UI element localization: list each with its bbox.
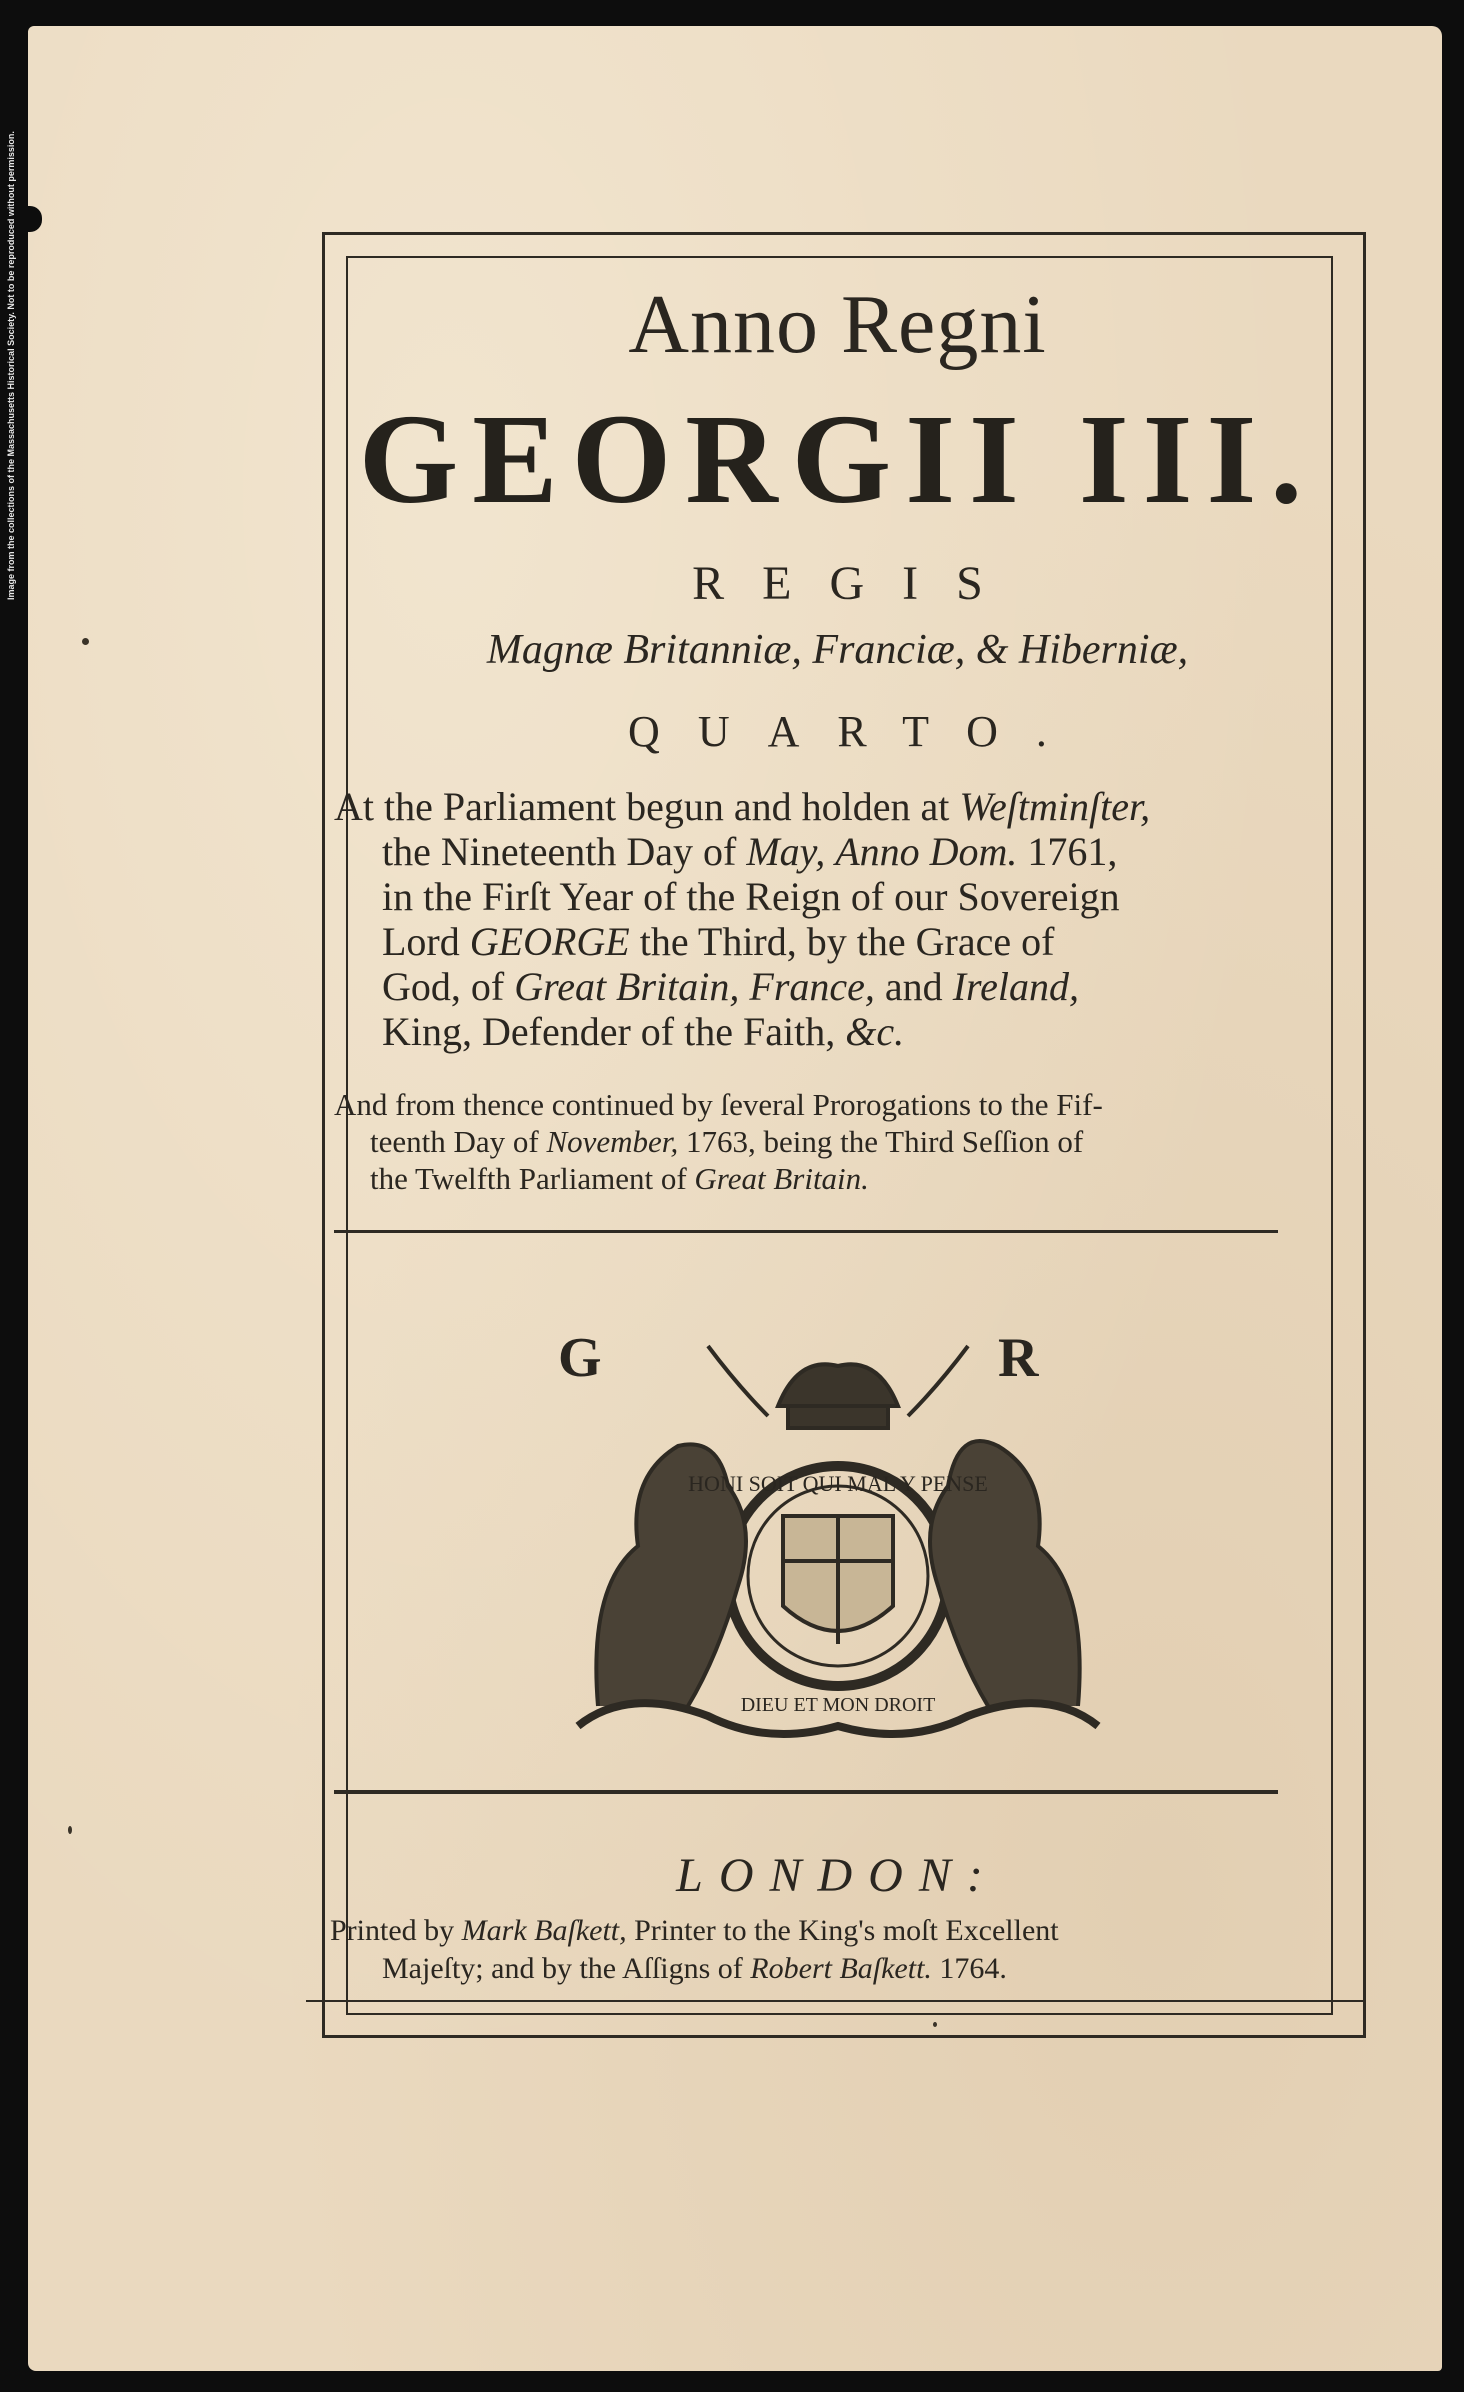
foxing-spot xyxy=(82,638,89,645)
parliament-line-1: At the Parliament begun and holden at Weſtminſter, xyxy=(334,784,1151,829)
royal-coat-of-arms xyxy=(568,1326,1108,1746)
imprint-line-1: Printed by Mark Baſkett, Printer to the King's moſt Excellent xyxy=(330,1914,1059,1947)
parliament-line-6: King, Defender of the Faith, &c. xyxy=(382,1009,905,1054)
parliament-line-3: in the Firſt Year of the Reign of our Sovereign xyxy=(382,874,1120,919)
parliament-line-5: God, of Great Britain, France, and Ireland, xyxy=(382,964,1079,1009)
continuation-line-3: the Twelfth Parliament of Great Britain. xyxy=(370,1161,869,1196)
divider-upper xyxy=(334,1230,1278,1233)
garter-motto: HONI SOIT QUI MAL Y PENSE xyxy=(688,1471,988,1496)
foxing-spot xyxy=(68,1826,72,1834)
title-quarto: QUARTO. xyxy=(628,707,1085,756)
royal-cipher-r: R xyxy=(998,1327,1039,1389)
title-anno-regni: Anno Regni xyxy=(628,278,1047,371)
copyright-credit: Image from the collections of the Massachusetts Historical Society. Not to be reproduced without permission. xyxy=(6,131,16,600)
parliament-line-2: the Nineteenth Day of May, Anno Dom. 1761, xyxy=(382,829,1118,874)
bottom-rule xyxy=(306,2000,1366,2002)
imprint-city: LONDON: xyxy=(676,1849,999,1902)
continuation-line-1: And from thence continued by ſeveral Prorogations to the Fif- xyxy=(334,1087,1103,1122)
base-motto: DIEU ET MON DROIT xyxy=(740,1694,936,1716)
title-page xyxy=(28,26,1442,2371)
parliament-line-4: Lord GEORGE the Third, by the Grace of xyxy=(382,919,1055,964)
title-regis: REGIS xyxy=(692,557,1021,610)
title-georgii: GEORGII III. xyxy=(358,388,1317,530)
imprint-line-2: Majeſty; and by the Aſſigns of Robert Baſkett. 1764. xyxy=(382,1952,1007,1985)
foxing-spot xyxy=(933,2022,937,2027)
title-realms: Magnæ Britanniæ, Franciæ, & Hiberniæ, xyxy=(486,627,1189,673)
royal-cipher-g: G xyxy=(558,1327,602,1389)
continuation-line-2: teenth Day of November, 1763, being the Third Seſſion of xyxy=(370,1124,1084,1159)
divider-lower xyxy=(334,1790,1278,1794)
torn-edge xyxy=(18,206,42,232)
